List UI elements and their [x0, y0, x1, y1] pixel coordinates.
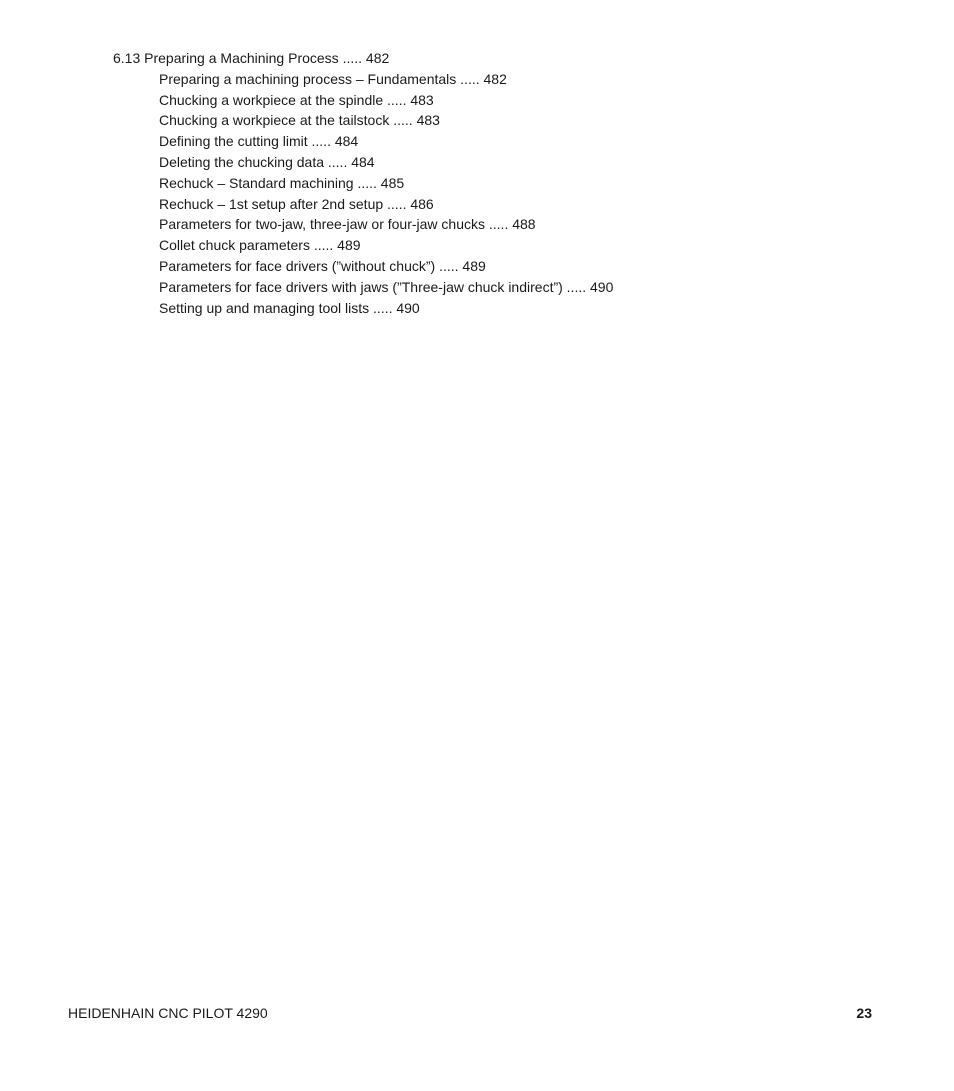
toc-entry[interactable]: Parameters for face drivers with jaws (”Three-jaw chuck indirect”) ..... 490: [159, 278, 614, 295]
footer-page-number: 23: [856, 1005, 872, 1021]
toc-entry[interactable]: Chucking a workpiece at the tailstock ..... 483: [159, 112, 440, 129]
toc-entry[interactable]: Deleting the chucking data ..... 484: [159, 153, 375, 170]
toc-entry[interactable]: Chucking a workpiece at the spindle ..... 483: [159, 91, 434, 108]
toc-entry[interactable]: Rechuck – 1st setup after 2nd setup ..... 486: [159, 195, 434, 212]
toc-entry[interactable]: Rechuck – Standard machining ..... 485: [159, 174, 405, 191]
toc-entry[interactable]: Defining the cutting limit ..... 484: [159, 133, 359, 150]
toc-entry-list: [113, 69, 893, 319]
toc-section-heading[interactable]: 6.13 Preparing a Machining Process ..... 482: [113, 50, 390, 66]
toc-entry[interactable]: Parameters for two-jaw, three-jaw or four-jaw chucks ..... 488: [159, 216, 536, 233]
footer-product-name: HEIDENHAIN CNC PILOT 4290: [68, 1005, 268, 1021]
toc-entry[interactable]: Setting up and managing tool lists ..... 490: [159, 299, 420, 316]
toc-entry[interactable]: Preparing a machining process – Fundamentals ..... 482: [159, 70, 507, 87]
table-of-contents: [113, 48, 893, 318]
toc-entry[interactable]: Parameters for face drivers (”without chuck”) ..... 489: [159, 257, 486, 274]
toc-entry[interactable]: Collet chuck parameters ..... 489: [159, 237, 361, 254]
